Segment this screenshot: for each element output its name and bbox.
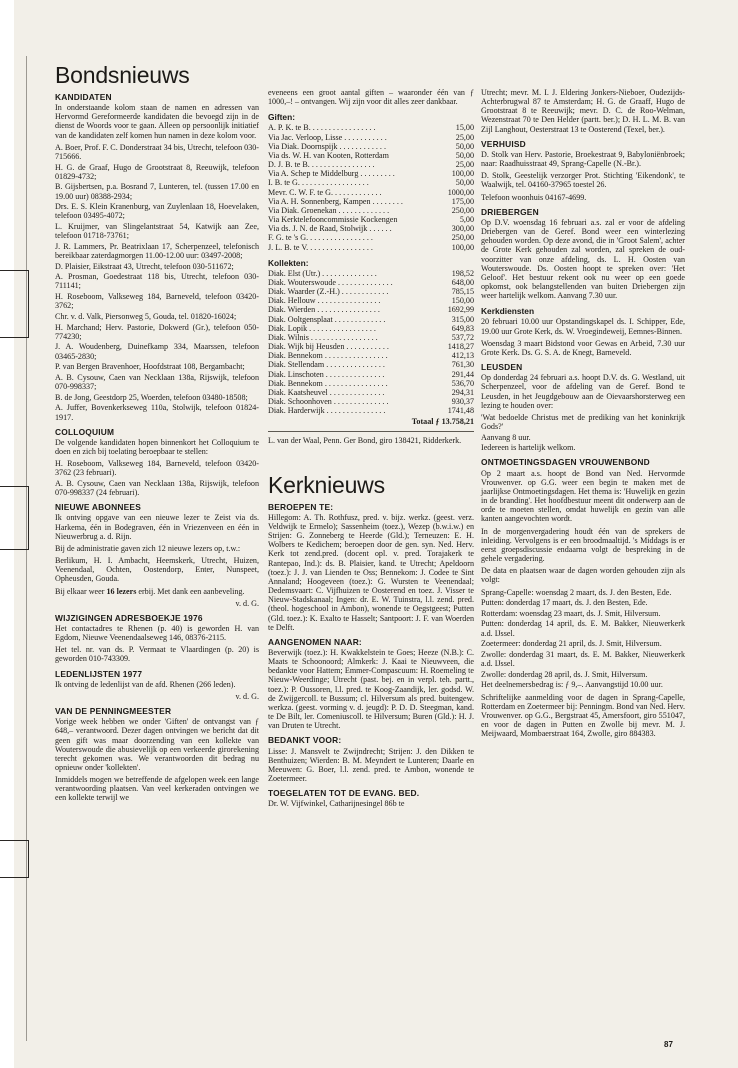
kandidaat-entry: L. Kruijmer, van Slingelantstraat 54, Katwijk aan Zee, telefoon 01718-73761; (55, 222, 259, 241)
abonnees-paragraph: Bij de administratie gaven zich 12 nieuwe lezers op, t.w.: (55, 543, 241, 553)
heading-kerkdiensten: Kerkdiensten (481, 306, 535, 317)
table-row (268, 278, 474, 287)
amount: 1000,00 (447, 187, 474, 197)
binder-tab (0, 486, 29, 550)
table-row (268, 333, 474, 342)
amount: 761,30 (451, 360, 474, 370)
kandidaat-entry: J. R. Lammers, Pr. Beatrixlaan 17, Scherpenzeel, telefonisch bereikbaar zaterdagmorgen 11.00-12.00 uur: 03497-2008; (55, 241, 259, 260)
amount: 250,00 (451, 205, 474, 215)
leusden-paragraph: Op donderdag 24 februari a.s. hoopt D.V. ds. G. Westland, uit Scherpenzeel, voor de afdeling van de Geref. Bond te Leusden, in het Jeugdgebouw aan de Oievaarshorsterweg een lezing te houden over: (481, 373, 685, 410)
table-row (268, 296, 474, 305)
list-item: Putten: donderdag 17 maart, ds. J. den Besten, Ede. (481, 598, 648, 608)
abonnees-places: Berlikum, H. I. Ambacht, Heemskerk, Utrecht, Huizen, Veenendaal, Ochten, Oostendorp, Enter, Nunspeet, Opheusden, Gouda. (55, 556, 259, 584)
amount: 930,37 (451, 397, 474, 406)
adresboekje-paragraph: Het contactadres te Rhenen (p. 40) is geworden H. van Egdom, Nieuwe Veenendaalseweg 146, 08376-2115. (55, 623, 259, 643)
ontmoetingsdagen-paragraph: De data en plaatsen waar de dagen worden gehouden zijn als volgt: (481, 566, 685, 585)
ledenlijsten-paragraph: Ik ontving de ledenlijst van de afd. Rhenen (266 leden). (55, 679, 236, 689)
table-row (268, 133, 474, 142)
schedule-list (481, 588, 685, 679)
heading-kollekten: Kollekten: (268, 257, 309, 268)
leusden-paragraph: 'Wat bedoelde Christus met de prediking van het koninkrijk Gods?' (481, 412, 685, 431)
amount: 315,00 (451, 314, 474, 324)
heading-ledenlijsten: LEDENLIJSTEN 1977 (55, 668, 143, 679)
congregation-name: Diak. Wierden . . . . . . . . . . . . . . . . (268, 305, 380, 315)
heading-beroepen: BEROEPEN TE: (268, 501, 334, 512)
binder-tab (0, 840, 29, 878)
table-row (268, 243, 474, 252)
verhuisd-paragraph: D. Stolk van Herv. Pastorie, Broekestraat 9, Babyloniënbroek; naar: Raadhuisstraat 49, Sprang-Capelle (N.-Br.). (481, 149, 685, 169)
congregation-name: Diak. Stellendam . . . . . . . . . . . . . . . (268, 360, 385, 370)
ontmoetingsdagen-paragraph: Op 2 maart a.s. hoopt de Bond van Ned. Hervormde Vrouwenver. op G.G. weer een begin te maken met de jaarlijkse Ontmoetingsdagen. Het thema is: 'Huwelijk en gezin in de branding'. Het hoofdbestuur meent dit onderwerp aan de orde te moeten stellen, omdat huwelijk en gezin van alle kanten aangevochten wordt. (481, 468, 685, 524)
amount: 536,70 (451, 378, 474, 388)
table-row (268, 324, 474, 333)
table-row (268, 406, 474, 415)
amount: 1692,99 (447, 305, 474, 315)
congregation-name: Diak. Elst (Utr.) . . . . . . . . . . . . . . (268, 268, 377, 278)
amount: 1741,48 (447, 406, 474, 416)
amount: 15,00 (455, 123, 474, 133)
kandidaat-entry: A. Prosman, Goedestraat 118 bis, Utrecht, telefoon 030-711141; (55, 272, 259, 291)
congregation-name: Diak. Wouterswoude . . . . . . . . . . . . . . (268, 277, 393, 287)
amount: 175,00 (451, 196, 474, 206)
driebergen-paragraph: Op D.V. woensdag 16 februari a.s. zal er voor de afdeling Driebergen van de Geref. Bond weer een winterlezing gehouden worden. Op deze avond, die in 'Groot Salem', achter de Grote Kerk gehouden zal worden, zal spreken de oud-voorzitter van onze afdeling, ds. L. H. Oosten van Wouterswoude. Ds. Oosten hoopt te spreken over: 'Het Geloof'. Het bestuur rekent ook nu weer op een goede opkomst, ook belangstellenden van buiten Driebergen zijn weer hartelijk welkom. Aanvang 7.30 uur. (481, 217, 685, 301)
kandidaten-list (55, 143, 259, 422)
giver-name: F. G. te 's G. . . . . . . . . . . . . . . . . (268, 233, 373, 243)
amount: 412,13 (451, 351, 474, 361)
table-row (268, 397, 474, 406)
kerkdiensten-paragraph: Woensdag 3 maart Bidstond voor Gewas en Arbeid, 7.30 uur Grote Kerk. Ds. G. S. A. de Knegt, Barneveld. (481, 338, 685, 357)
congregation-name: Diak. Bennekom . . . . . . . . . . . . . . . . (268, 378, 388, 388)
heading-toegelaten: TOEGELATEN TOT DE EVANG. BED. (268, 788, 420, 799)
left-column (55, 62, 259, 806)
list-item: Zoetermeer: donderdag 21 april, ds. J. Smit, Hilversum. (481, 639, 662, 649)
verhuisd-paragraph: D. Stolk, Geestelijk verzorger Prot. Stichting 'Eikendonk', te Waalwijk, tel. 04160-37965 toestel 26. (481, 171, 685, 190)
table-row (268, 215, 474, 224)
amount: 150,00 (451, 296, 474, 306)
giver-name: Via A. Schep te Middelburg . . . . . . . . . (268, 169, 395, 179)
kandidaat-entry: H. G. de Graaf, Hugo de Grootstraat 8, Reeuwijk, telefoon 01829-4732; (55, 162, 259, 181)
table-row (268, 206, 474, 215)
list-item: Putten: donderdag 14 april, ds. E. M. Bakker, Nieuwerkerk a.d. IJssel. (481, 619, 685, 638)
list-item: Zwolle: donderdag 28 april, ds. J. Smit, Hilversum. (481, 669, 648, 679)
heading-penningmeester: VAN DE PENNINGMEESTER (55, 706, 172, 717)
giver-name: A. P. K. te B. . . . . . . . . . . . . . . . . (268, 123, 376, 133)
kandidaat-entry: J. A. Woudenberg, Duinefkamp 334, Maarssen, telefoon 03465-2830; (55, 342, 259, 361)
congregation-name: Diak. Harderwijk . . . . . . . . . . . . . . . (268, 406, 386, 416)
amount: 537,72 (451, 332, 474, 342)
colloquium-entry: A. B. Cysouw, Caen van Necklaan 138a, Rijswijk, telefoon 070-998337 (24 februari). (55, 478, 259, 498)
table-row (268, 160, 474, 169)
giften-table (268, 123, 474, 251)
amount: 50,00 (455, 141, 474, 151)
giver-name: Via A. H. Sonnenberg, Kampen . . . . . . . . (268, 196, 403, 206)
kandidaat-entry: A. Juffer, Bovenkerkseweg 110a, Stolwijk, telefoon 01824-1917. (55, 403, 259, 422)
heading-colloquium: COLLOQUIUM (55, 426, 115, 437)
ontmoetingsdagen-paragraph: Schriftelijke aanmelding voor de dagen in Sprang-Capelle, Rotterdam en Zoetermeer bij: Penningm. Bond van Ned. Herv. Vrouwenver. op G.G., Bergstraat 45, Amersfoort, giro 551047, en voor de dagen in Putten en Zwolle bij mevr. M. J. Meijwaard, Mombaerstraat 164, Zwolle, giro 884383. (481, 692, 685, 739)
colloquium-entry: H. Roseboom, Valkseweg 184, Barneveld, telefoon 03420-3762 (23 februari). (55, 459, 259, 478)
amount: 50,00 (455, 178, 474, 188)
giver-name: Via Jac. Verloop, Lisse . . . . . . . . . . . (268, 132, 387, 142)
signature: v. d. G. (235, 598, 259, 608)
giver-name: Via ds. J. N. de Raad, Stolwijk . . . . . . (268, 224, 392, 234)
amount: 300,00 (451, 224, 474, 234)
kandidaat-entry: B. de Jong, Geestdorp 25, Woerden, telefoon 03480-18508; (55, 392, 248, 402)
divider (268, 431, 474, 432)
congregation-name: Diak. Bennekom . . . . . . . . . . . . . . . . (268, 351, 388, 361)
table-row (268, 142, 474, 151)
right-column (481, 88, 685, 741)
kandidaat-entry: A. B. Cysouw, Caen van Necklaan 138a, Rijswijk, telefoon 070-998337; (55, 372, 259, 392)
table-row (268, 388, 474, 397)
kollekten-table (268, 269, 474, 416)
congregation-name: Diak. Hellouw . . . . . . . . . . . . . . . . (268, 296, 381, 306)
kandidaat-entry: P. van Bergen Bravenhoer, Hoofdstraat 108, Bergambacht; (55, 362, 245, 372)
kandidaat-entry: Chr. v. d. Valk, Piersonweg 5, Gouda, tel. 01820-16024; (55, 311, 237, 321)
kerkdiensten-paragraph: 20 februari 10.00 uur Opstandingskapel ds. I. Schipper, Ede, 19.00 uur Grote Kerk, ds. W. Vroegindeweij, Eemnes-Binnen. (481, 317, 685, 336)
heading-ontmoetingsdagen: ONTMOETINGSDAGEN VROUWENBOND (481, 457, 650, 468)
giver-name: D. J. B. te B. . . . . . . . . . . . . . . . . (268, 160, 375, 170)
heading-aangenomen: AANGENOMEN NAAR: (268, 636, 362, 647)
amount: 50,00 (455, 150, 474, 160)
table-row (268, 151, 474, 160)
giver-name: Via ds. W. H. van Kooten, Rotterdam (268, 150, 389, 160)
amount: 291,44 (451, 369, 474, 379)
binder-tab (0, 270, 29, 338)
amount: 100,00 (451, 169, 474, 179)
list-item: Sprang-Capelle: woensdag 2 maart, ds. J. den Besten, Ede. (481, 587, 672, 597)
heading-bedankt: BEDANKT VOOR: (268, 735, 342, 746)
table-row (268, 269, 474, 278)
giver-name: Via Kerktelefooncommissie Kockengen (268, 215, 398, 225)
penningmeester-signoff: L. van der Waal, Penn. Ger Bond, giro 138421, Ridderkerk. (268, 436, 462, 446)
heading-verhuisd: VERHUISD (481, 138, 526, 149)
heading-giften: Giften: (268, 112, 295, 123)
verhuisd-paragraph: Telefoon woonhuis 04167-4699. (481, 192, 587, 202)
congregation-name: Diak. Schoonhoven . . . . . . . . . . . . . . (268, 397, 389, 406)
heading-kandidaten: KANDIDATEN (55, 92, 112, 102)
section-title-kerknieuws: Kerknieuws (268, 471, 385, 498)
table-row (268, 379, 474, 388)
congregation-name: Diak. Ooltgensplaat . . . . . . . . . . . . . (268, 314, 386, 324)
amount: 649,83 (451, 323, 474, 333)
continuation-paragraph: eveneens een groot aantal giften – waaronder één van ƒ 1000,–! – ontvangen. Wij zijn voor dit alles zeer dankbaar. (268, 88, 474, 107)
kollekten-total: Totaal ƒ 13.758,21 (411, 417, 474, 427)
giver-name: Mevr. C. W. F. te G. . . . . . . . . . . . . (268, 187, 382, 197)
giver-name: Via Diak. Groenekan . . . . . . . . . . . . . (268, 205, 390, 215)
congregation-name: Diak. Wijk bij Heusden . . . . . . . . . . . (268, 342, 389, 352)
leusden-paragraph: Aanvang 8 uur. (481, 432, 531, 442)
abonnees-paragraph: Ik ontving opgave van een nieuwe lezer te Zeist via ds. Harkema, één in Bodegraven, één in Vriezenveen en één in Nieuwerbrug a. d. Rijn. (55, 513, 259, 541)
congregation-name: Diak. Wilnis . . . . . . . . . . . . . . . . . (268, 332, 378, 342)
kandidaat-entry: B. Gijsbertsen, p.a. Bosrand 7, Lunteren, tel. (tussen 17.00 en 19.00 uur) 08388-2934; (55, 182, 259, 201)
leusden-paragraph: Iedereen is hartelijk welkom. (481, 443, 576, 453)
abonnees-total-pre: Bij elkaar weer (55, 586, 107, 596)
continuation-paragraph: Utrecht; mevr. M. I. J. Eldering Jonkers-Nieboer, Oudezijds-Achterbrugwal 87 te Amsterdam; H. G. de Graaff, Hugo de Grootstraat 8 te Reeuwijk; mevr. D. C. de Roo-Welman, Wezenstraat 70 te Den Helder (partt. ber.); D. H. L. M. B. van Zijl Langhout, Oesterstraat 13 te Oosterend (Texel, ber.). (481, 88, 685, 134)
table-row (268, 287, 474, 296)
amount: 198,52 (451, 268, 474, 278)
heading-driebergen: DRIEBERGEN (481, 206, 539, 217)
amount: 250,00 (451, 233, 474, 243)
table-row (268, 224, 474, 233)
signature: v. d. G. (235, 691, 259, 701)
amount: 294,31 (451, 387, 474, 397)
toegelaten-text: Dr. W. Vijfwinkel, Catharijnesingel 86b te (268, 799, 405, 809)
congregation-name: Diak. Kaatsheuvel . . . . . . . . . . . . . . (268, 387, 385, 397)
list-item: Zwolle: donderdag 31 maart, ds. E. M. Bakker, Nieuwerkerk a.d. IJssel. (481, 649, 685, 669)
aangenomen-text: Beverwijk (toez.): H. Kwakkelstein te Goes; Heeze (N.B.): C. Maats te Schoonoord; Almkerk: J. Kaai te Nieuwveen, die bedankte voor Hattem; Emmer-Compascuum: H. Roemeling te Nieuw-Weerdinge; Utrecht (past. bej. en in verpl. teh. partt., toez.): P. Oussoren, l.l. pred. te Koog-Zaandijk, ler. godsd. W. de Zwijgercoll. te Bussum; cl. Hilversum als pred. buitengew. werkza. (geest. vorming v. d. jeugd): P. D. D. Steegman, kand. te De Bilt, ler. Comeniuscoll. te Hilversum; Buren (Gld.): H. J. van Druten te Utrecht. (268, 647, 474, 731)
table-row (268, 197, 474, 206)
table-row (268, 315, 474, 324)
amount: 25,00 (455, 132, 474, 142)
abonnees-total (55, 587, 259, 596)
amount: 648,00 (451, 277, 474, 287)
abonnees-total-post: erbij. Met dank een aanbeveling. (136, 586, 245, 596)
congregation-name: Diak. Linschoten . . . . . . . . . . . . . . . (268, 369, 385, 379)
kandidaat-entry: Drs. E. S. Klein Kranenburg, van Zuylenlaan 18, Hoevelaken, telefoon 03495-4072; (55, 202, 259, 221)
page-number: 87 (664, 1040, 673, 1049)
table-row (268, 178, 474, 187)
table-row (268, 342, 474, 351)
bedankt-text: Lisse: J. Mansvelt te Zwijndrecht; Strijen: J. den Dikken te Benthuizen; Wierden: B. M. Meyndert te Lunteren; Daarle en Meeuwen: G. Boer, l.l. zend. pred. te Ambon, wonende te Zoetermeer. (268, 746, 474, 783)
kandidaten-intro: In onderstaande kolom staan de namen en adressen van Hervormd Gereformeerde kandidaten die bevoegd zijn in de dienst de Woords voor te gaan. Alleen op persoonlijk initiatief van de kandidaten zelf komen hun namen in deze kolom voor. (55, 103, 259, 140)
amount: 25,00 (455, 160, 474, 170)
kandidaat-entry: H. Roseboom, Valkseweg 184, Barneveld, telefoon 03420-3762; (55, 292, 259, 311)
middle-column (268, 88, 474, 811)
amount: 5,00 (459, 215, 474, 225)
giver-name: J. L. B. te V. . . . . . . . . . . . . . . . . (268, 242, 373, 252)
table-row (268, 233, 474, 242)
table-row (268, 169, 474, 178)
table-row (268, 188, 474, 197)
penningmeester-paragraph: Vorige week hebben we onder 'Giften' de ontvangst van ƒ 648,– verantwoord. Dezer dagen ontvingen we bericht dat dit geen gift was maar doorzending van een kollekte van Wouterswoude die abusievelijk op een verkeerde girorekening terecht gekomen was. We verantwoorden dit bedrag nu opnieuw onder 'kollekten'. (55, 717, 259, 772)
congregation-name: Diak. Lopik . . . . . . . . . . . . . . . . . (268, 323, 376, 333)
beroepen-text: Hillegom: A. Th. Rothfusz, pred. v. bijz. werkz. (geest. verz. Veldwijk te Ermelo); Sassenheim (toez.), Wezep (b.w.i.w.) en Strijen: G. Zonneberg te Heerde (Gld.); Terneuzen: E. H. Wolbers te Kedichem; beroepen door de gen. syn. Ned. Herv. Kerk tot zend.pred. (docent opl. v. pred. Torajakerk te Rantepao, Ind.): ds. B. Plaisier, kand. te Utrecht; Apeldoorn (toez.): J. J. van Lienden te Oss; Bennekom: J. Codee te Sint Annaland; Hoogeveen (toez.): G. Wursten te Veenendaal; Dedemsvaart: C. Vijfhuizen te Oosterend en toez. J. Visser te Nieuw-Stadskanaal; Ingen: dr. E. W. Tuinstra, l.l. zend. pred. (theol. hogeschool in Ambon), wonende te Oegstgeest; Putten (Gld. toez.): K. Exalto te Hasselt; Santpoort: J. F. van Woerden te Delft. (268, 512, 474, 632)
table-row (268, 305, 474, 314)
table-row (268, 351, 474, 360)
kandidaat-entry: H. Marchand; Herv. Pastorie, Dokwerd (Gr.), telefoon 050-774230; (55, 322, 259, 341)
ontmoetingsdagen-paragraph: Het deelnemersbedrag is: ƒ 9,–. Aanvangstijd 10.00 uur. (481, 680, 663, 690)
section-title-bondsnieuws: Bondsnieuws (55, 62, 190, 88)
list-item: Rotterdam: woensdag 23 maart, ds. J. Smit, Hilversum. (481, 608, 661, 618)
table-row (268, 370, 474, 379)
amount: 100,00 (451, 242, 474, 252)
giver-name: I. B. te G. . . . . . . . . . . . . . . . . . (268, 178, 369, 188)
table-row (268, 123, 474, 132)
adresboekje-paragraph: Het tel. nr. van ds. P. Vermaat te Vlaardingen (p. 20) is geworden 010-743309. (55, 645, 259, 664)
amount: 785,15 (451, 287, 474, 297)
penningmeester-paragraph: Inmiddels mogen we betreffende de afgelopen week een lange verantwoording plaatsen. Van veel kerkeraden ontvingen we een kollekte terwijl we (55, 775, 259, 803)
congregation-name: Diak. Waarder (Z.-H.) . . . . . . . . . . . . (268, 287, 389, 297)
giver-name: Via Diak. Doornspijk . . . . . . . . . . . . (268, 141, 386, 151)
heading-adresboekje: WIJZIGINGEN ADRESBOEKJE 1976 (55, 612, 203, 623)
kandidaat-entry: A. Boer, Prof. F. C. Donderstraat 34 bis, Utrecht, telefoon 030-715666. (55, 142, 259, 161)
heading-nieuwe-abonnees: NIEUWE ABONNEES (55, 502, 141, 513)
abonnees-total-bold: 16 lezers (106, 586, 137, 596)
ontmoetingsdagen-paragraph: In de morgenvergadering houdt één van de sprekers de inleiding. Vervolgens is er een broodmaaltijd. 's Middags is er eerst groepsdiscussie endaarna volgt de bespreking in de gehele vergadering. (481, 526, 685, 564)
heading-leusden: LEUSDEN (481, 362, 523, 373)
colloquium-intro: De volgende kandidaten hopen binnenkort het Colloquium te doen en zich bij toelating beroepbaar te stellen: (55, 437, 259, 456)
amount: 1418,27 (447, 342, 474, 352)
table-row (268, 360, 474, 369)
kandidaat-entry: D. Plaisier, Eikstraat 43, Utrecht, telefoon 030-511672; (55, 261, 234, 271)
